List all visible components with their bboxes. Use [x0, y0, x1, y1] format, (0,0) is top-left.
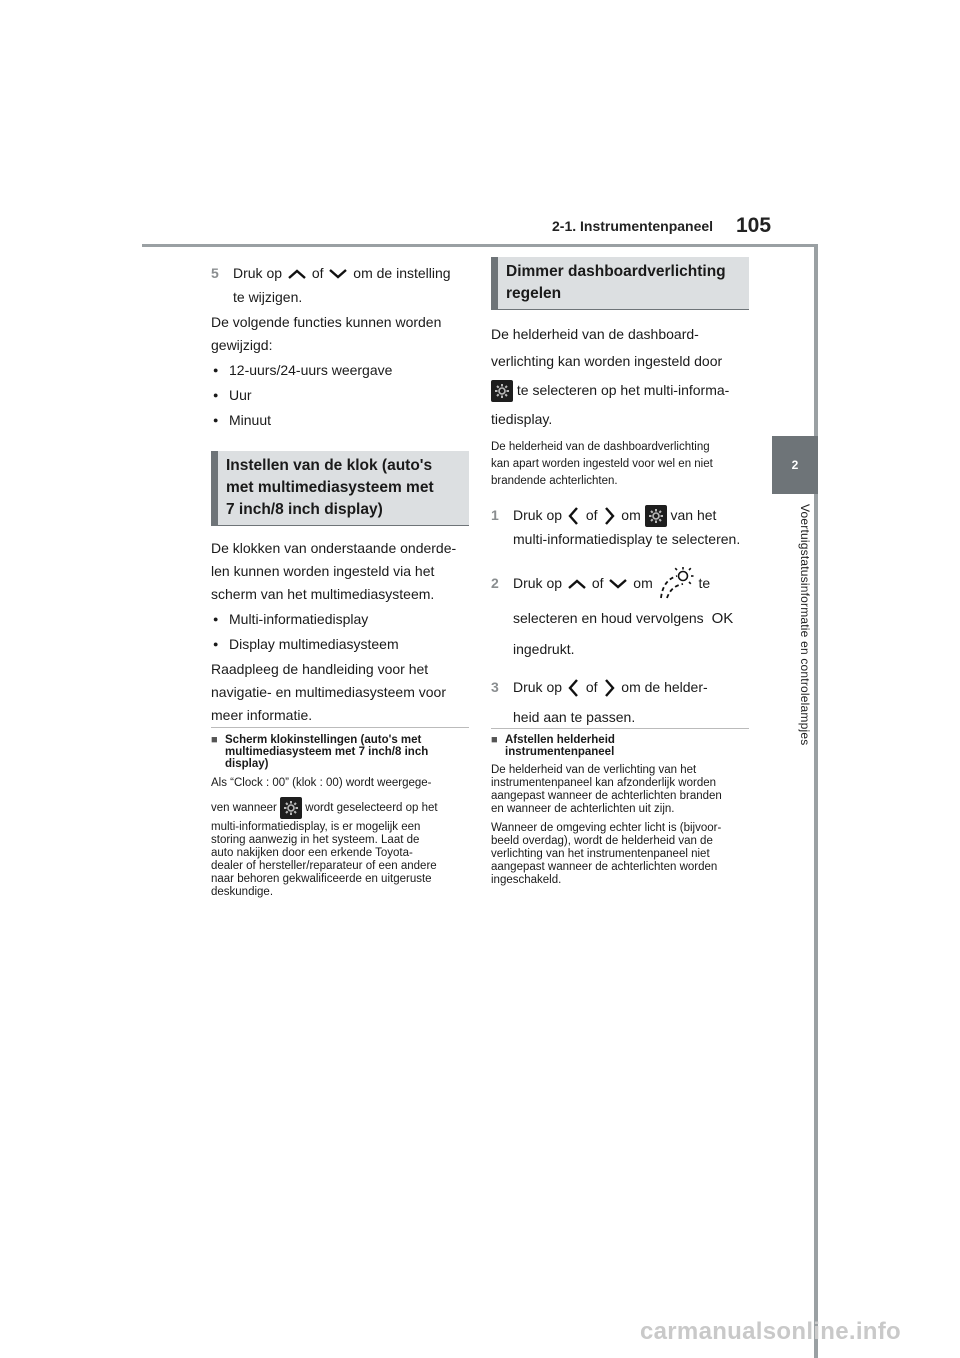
gear-icon: [645, 505, 667, 527]
step-5-line-2: te wijzigen.: [233, 289, 303, 305]
chevron-left-icon: [566, 677, 582, 699]
subsection-clock-screen: ■ Scherm klokinstellingen (auto's met multimediasysteem met 7 inch/8 inch display) Als “Clock : 00” (klok : 00) wordt weergege- ven wanneer wordt geselecteerd op het multi-informatiedisplay, is er mogelijk een storing aanwezig in het systeem. Laat de auto nakijken door een erkende Toyota- dealer of hersteller/reparateur of een andere naar behoren gekwalificeerde en uitgeruste deskundige.: [211, 734, 438, 898]
list-item: ● Display multimediasysteem: [211, 633, 469, 656]
chevron-up-icon: [566, 577, 588, 591]
page-number: 105: [736, 214, 772, 237]
dimmer-note: De helderheid van de dashboardverlichting kan apart worden ingesteld voor wel en niet brandende achterlichten.: [491, 441, 713, 487]
chevron-left-icon: [566, 505, 582, 527]
header-rule: [142, 244, 818, 247]
chevron-up-icon: [286, 267, 308, 281]
gear-icon: [491, 380, 513, 402]
step-2: 2 Druk op of om te: [491, 563, 749, 603]
chevron-right-icon: [601, 677, 617, 699]
square-bullet-icon: ■: [491, 734, 498, 746]
section-underline: [491, 309, 749, 310]
list-item: ● Uur: [211, 384, 469, 407]
step-1: 1 Druk op of om van het: [491, 502, 749, 528]
chapter-title: Voertuigstatusinformatie en controlelampjes: [798, 504, 812, 746]
section-heading-dimmer: Dimmer dashboardverlichting regelen: [491, 257, 749, 309]
list-item: ● 12-uurs/24-uurs weergave: [211, 359, 469, 382]
clock-section-body: De klokken van onderstaande onderde- len kunnen worden ingesteld via het scherm van het multimediasysteem. ● Multi-informatiedisplay ● Display multimediasysteem Raadpleeg de handleiding voor het navigatie- en multimediasysteem voor meer informatie.: [211, 537, 469, 727]
side-rule-top: [814, 247, 818, 436]
functions-list: [211, 359, 469, 432]
left-column: [211, 262, 469, 432]
chevron-down-icon: [327, 267, 349, 281]
subsection-brightness: ■ Afstellen helderheid instrumentenpaneel De helderheid van de verlichting van het instrumentenpaneel kan afzonderlijk worden aangepast wanneer de achterlichten branden en wanneer de achterlichten uit zijn. Wanneer de omgeving echter licht is (bijvoor- beeld overdag), wordt de helderheid van de verlichting van het instrumentenpaneel niet aangepast wanneer de achterlichten worden ingeschakeld.: [491, 734, 722, 886]
watermark: carmanualsonline.info: [640, 1318, 902, 1345]
functions-intro: De volgende functies kunnen worden gewijzigd:: [211, 314, 442, 353]
running-header: 2-1. Instrumentenpaneel: [552, 218, 714, 234]
step-3: 3 Druk op of om de helder-: [491, 670, 749, 704]
section-underline: [211, 525, 469, 526]
side-rule-bottom: [814, 494, 818, 1358]
section-heading-clock: Instellen van de klok (auto's met multimediasysteem met 7 inch/8 inch display): [211, 451, 469, 525]
ok-button-icon: OK: [711, 610, 734, 627]
step-5: 5 Druk op of om de instelling: [211, 262, 469, 285]
step-number: 5: [211, 265, 219, 281]
brightness-icon: [657, 566, 695, 602]
gear-icon: [280, 797, 302, 819]
list-item: ● Multi-informatiedisplay: [211, 608, 469, 631]
square-bullet-icon: ■: [211, 734, 218, 746]
subsection-rule: [211, 727, 469, 728]
chapter-tab: 2: [772, 436, 818, 494]
chevron-down-icon: [607, 577, 629, 591]
subsection-rule: [491, 728, 749, 729]
list-item: ● Minuut: [211, 409, 469, 432]
chevron-right-icon: [601, 505, 617, 527]
dimmer-section-body: De helderheid van de dashboard- verlichting kan worden ingesteld door te selecteren op het multi-informa- tiedisplay. De helderheid van de dashboardverlichting kan apart worden ingesteld voor wel en niet brandende achterlichten. 1 Druk op of om van het multi-informatiedisplay te selecteren. 2 Druk op of om te selecteren en houd vervolgens OK ingedrukt. 3 Druk op of om de helder- heid aan te passen.: [491, 321, 749, 730]
